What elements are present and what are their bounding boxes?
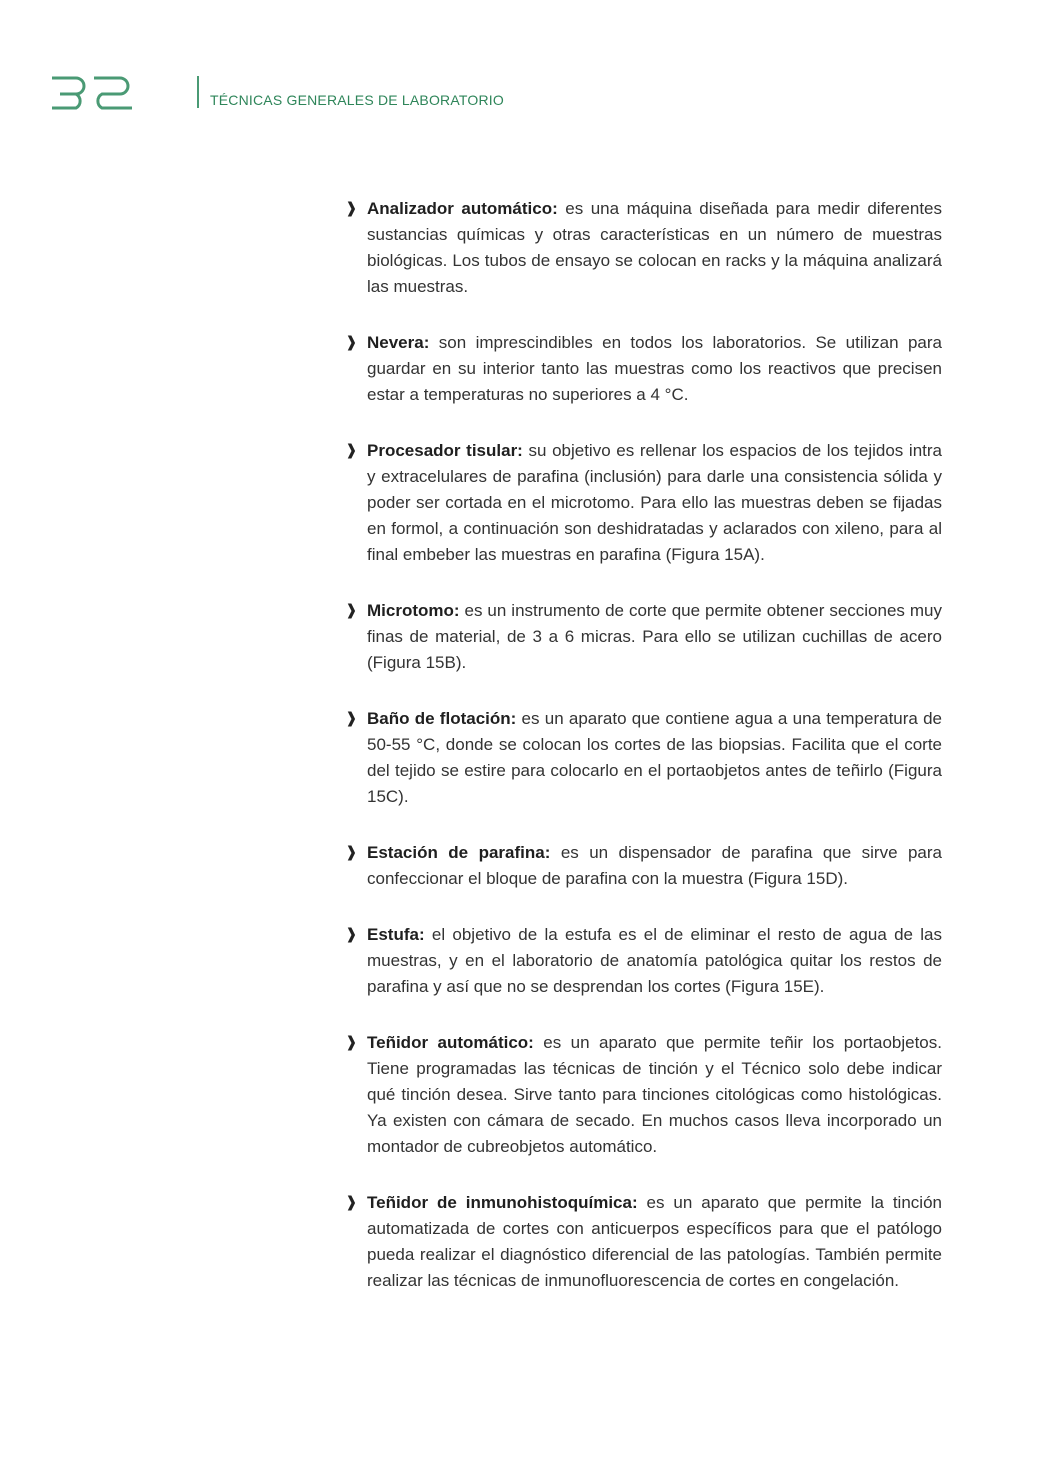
section-title: TÉCNICAS GENERALES DE LABORATORIO <box>210 92 504 108</box>
bullet-icon: ❱ <box>345 926 358 943</box>
item-term: Microtomo: <box>367 601 460 620</box>
item-text: su objetivo es rellenar los espacios de los tejidos intra y extracelulares de parafina (inclusión) para darle una consistencia sólida y poder ser cortada en el microtomo. Para ello las muestras deben se fijadas en formol, a continuación son deshidratadas y aclarados con xileno, para al final embeber las muestras en parafina (Figura 15A). <box>367 441 943 564</box>
list-item <box>345 330 942 408</box>
header-divider <box>197 76 199 108</box>
item-term: Analizador automático: <box>367 199 558 218</box>
bullet-icon: ❱ <box>345 844 358 861</box>
item-text: es una máquina diseñada para medir diferentes sustancias químicas y otras características en un número de muestras biológicas. Los tubos de ensayo se colocan en racks y la máquina analizará las muestras. <box>367 199 942 296</box>
bullet-icon: ❱ <box>345 334 358 351</box>
item-text: es un aparato que contiene agua a una temperatura de 50-55 °C, donde se colocan los cortes de las biopsias. Facilita que el corte del tejido se estire para colocarlo en el portaobjetos antes de teñirlo (Figura 15C). <box>367 709 943 806</box>
item-term: Nevera: <box>367 333 430 352</box>
item-text: es un instrumento de corte que permite obtener secciones muy finas de material, de 3 a 6 micras. Para ello se utilizan cuchillas de acero (Figura 15B). <box>367 601 942 672</box>
item-text: son imprescindibles en todos los laboratorios. Se utilizan para guardar en su interior tanto las muestras como los reactivos que precisen estar a temperaturas no superiores a 4 °C. <box>367 333 942 404</box>
list-item <box>345 922 942 1000</box>
item-term: Estufa: <box>367 925 425 944</box>
list-item <box>345 706 942 810</box>
item-term: Procesador tisular: <box>367 441 523 460</box>
bullet-icon: ❱ <box>345 1194 358 1211</box>
item-text: el objetivo de la estufa es el de eliminar el resto de agua de las muestras, y en el laboratorio de anatomía patológica quitar los restos de parafina y así que no se desprendan los cortes (Figura 15E). <box>367 925 942 996</box>
bullet-icon: ❱ <box>345 200 358 217</box>
list-item <box>345 196 942 300</box>
bullet-icon: ❱ <box>345 442 358 459</box>
item-term: Baño de flotación: <box>367 709 517 728</box>
bullet-icon: ❱ <box>345 602 358 619</box>
list-item <box>345 840 942 892</box>
list-item <box>345 1190 942 1294</box>
item-term: Teñidor de inmunohistoquímica: <box>367 1193 638 1212</box>
item-text: es un aparato que permite teñir los portaobjetos. Tiene programadas las técnicas de tinción y el Técnico solo debe indicar qué tinción desea. Sirve tanto para tinciones citológicas como histológicas. Ya existen con cámara de secado. En muchos casos lleva incorporado un montador de cubreobjetos automático. <box>367 1033 942 1156</box>
list-item <box>345 1030 942 1160</box>
list-item <box>345 438 942 568</box>
bullet-icon: ❱ <box>345 1034 358 1051</box>
bullet-icon: ❱ <box>345 710 358 727</box>
item-term: Teñidor automático: <box>367 1033 534 1052</box>
item-text: es un aparato que permite la tinción automatizada de cortes con anticuerpos específicos para que el patólogo pueda realizar el diagnóstico diferencial de las patologías. También permite realizar las técnicas de inmunofluorescencia de cortes en congelación. <box>367 1193 942 1290</box>
item-term: Estación de parafina: <box>367 843 551 862</box>
list-item <box>345 598 942 676</box>
item-text: es un dispensador de parafina que sirve para confeccionar el bloque de parafina con la muestra (Figura 15D). <box>367 843 942 888</box>
page-number <box>50 70 138 110</box>
equipment-list <box>345 196 942 1324</box>
